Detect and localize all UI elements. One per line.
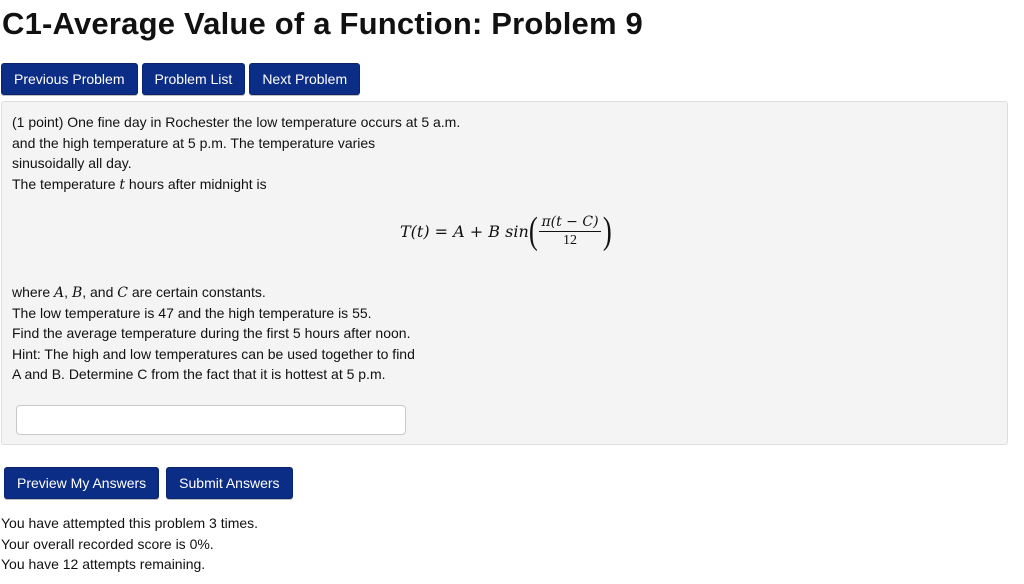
right-paren: ) (602, 210, 612, 252)
next-problem-button[interactable]: Next Problem (249, 63, 360, 95)
answer-input[interactable] (16, 405, 406, 435)
preview-answers-button[interactable]: Preview My Answers (4, 467, 159, 499)
problem-text-line: Find the average temperature during the first 5 hours after noon. (12, 325, 411, 341)
problem-navigation (1, 63, 360, 95)
page-title: C1-Average Value of a Function: Problem 9 (2, 6, 643, 41)
variable-t: t (119, 177, 126, 193)
fraction-numerator: π(t − C) (541, 213, 599, 230)
left-paren: ( (528, 210, 538, 252)
answer-actions (4, 467, 293, 499)
problem-text-line: sinusoidally all day. (12, 155, 132, 171)
text-fragment: , (64, 284, 72, 300)
fraction-denominator: 12 (562, 232, 577, 248)
problem-list-button[interactable]: Problem List (142, 63, 246, 95)
text-fragment: are certain constants. (127, 284, 266, 300)
text-fragment: , and (82, 284, 118, 300)
problem-text-line (12, 282, 266, 304)
variable-c: C (117, 285, 128, 301)
attempts-remaining-text: You have 12 attempts remaining. (1, 556, 206, 573)
text-fragment: hours after midnight is (125, 176, 267, 192)
variable-a: A (54, 285, 65, 301)
formula-lhs: T(t) = A + B sin (400, 221, 529, 241)
attempts-count-text: You have attempted this problem 3 times. (1, 515, 259, 531)
problem-panel (1, 101, 1008, 445)
previous-problem-button[interactable]: Previous Problem (1, 63, 138, 95)
score-text: Your overall recorded score is 0%. (1, 535, 214, 552)
attempt-status (1, 513, 258, 575)
problem-text-line: Hint: The high and low temperatures can be used together to find (12, 346, 415, 362)
variable-b: B (71, 285, 83, 301)
text-fragment: The temperature (12, 176, 120, 192)
problem-text-line: The low temperature is 47 and the high temperature is 55. (12, 305, 372, 321)
problem-text-line: and the high temperature at 5 p.m. The temperature varies (12, 135, 376, 151)
problem-text-line: A and B. Determine C from the fact that it is hottest at 5 p.m. (12, 366, 386, 382)
temperature-formula (400, 208, 611, 254)
submit-answers-button[interactable]: Submit Answers (166, 467, 292, 499)
formula-fraction (539, 214, 600, 249)
problem-text-line: (1 point) One fine day in Rochester the low temperature occurs at 5 a.m. (12, 114, 461, 130)
text-fragment: where (12, 284, 55, 300)
problem-text-line (12, 174, 267, 196)
